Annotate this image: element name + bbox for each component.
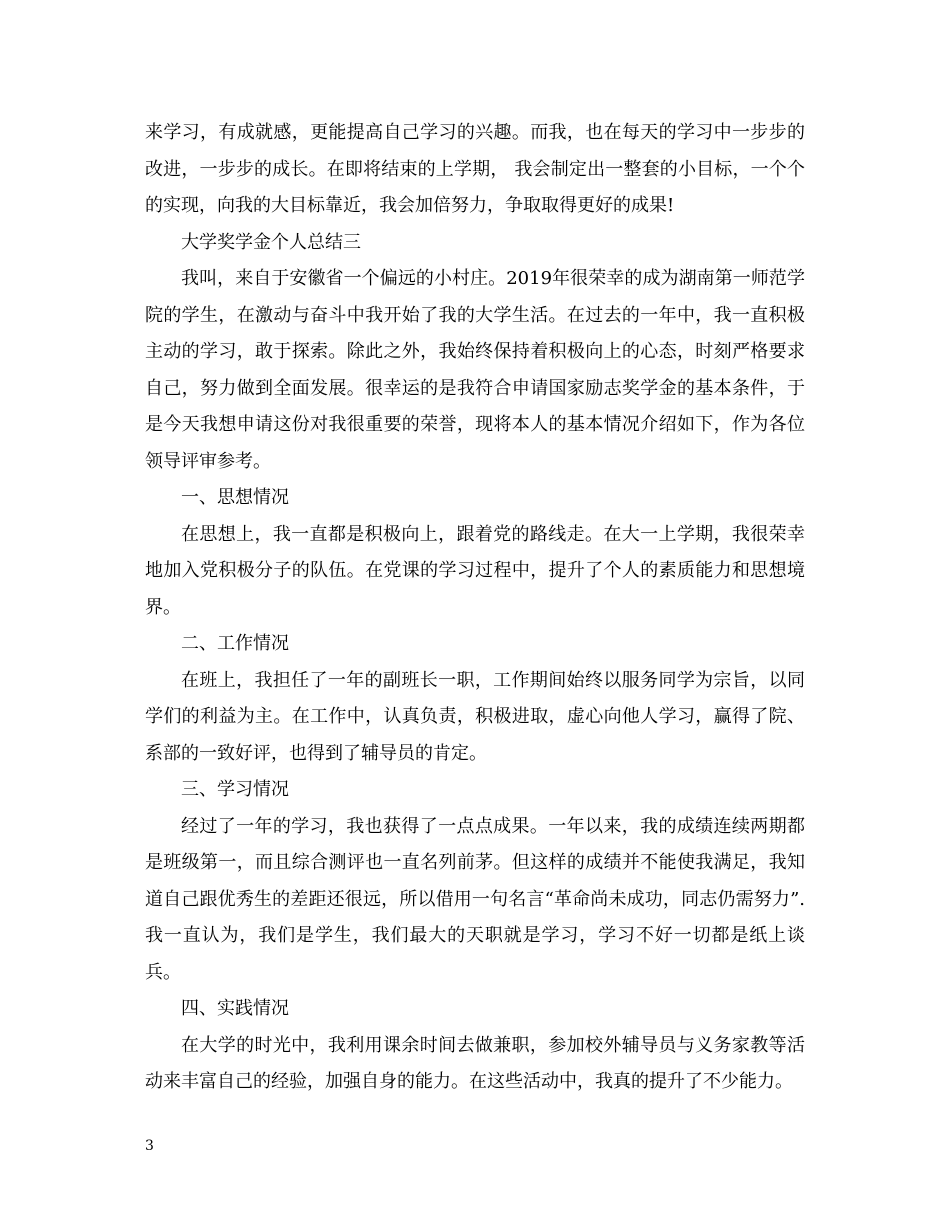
paragraph-study: 经过了一年的学习，我也获得了一点点成果。一年以来，我的成绩连续两期都是班级第一，而且综合测评也一直名列前茅。但这样的成绩并不能使我满足，我知道自己跟优秀生的差距还很远，所以借用一句名言“革命尚未成功，同志仍需努力”.我一直认为，我们是学生，我们最大的天职就是学习，学习不好一切都是纸上谈兵。 <box>145 815 805 983</box>
section-title: 大学奖学金个人总结三 <box>181 231 361 253</box>
section-heading-work: 二、工作情况 <box>181 633 289 654</box>
paragraph-thought: 在思想上，我一直都是积极向上，跟着党的路线走。在大一上学期，我很荣幸地加入党积极分子的队伍。在党课的学习过程中，提升了个人的素质能力和思想境界。 <box>145 523 805 618</box>
paragraph-intro: 我叫，来自于安徽省一个偏远的小村庄。2019年很荣幸的成为湖南第一师范学院的学生，在激动与奋斗中我开始了我的大学生活。在过去的一年中，我一直积极主动的学习，敢于探索。除此之外，我始终保持着积极向上的心态，时刻严格要求自己，努力做到全面发展。很幸运的是我符合申请国家励志奖学金的基本条件，于是今天我想申请这份对我很重要的荣誉，现将本人的基本情况介绍如下，作为各位领导评审参考。 <box>145 268 805 472</box>
paragraph-work: 在班上，我担任了一年的副班长一职，工作期间始终以服务同学为宗旨，以同学们的利益为主。在工作中，认真负责，积极进取，虚心向他人学习，赢得了院、系部的一致好评，也得到了辅导员的肯定。 <box>145 669 805 764</box>
paragraph-practice: 在大学的时光中，我利用课余时间去做兼职，参加校外辅导员与义务家教等活动来丰富自己的经验，加强自身的能力。在这些活动中，我真的提升了不少能力。 <box>145 1034 805 1092</box>
page-number: 3 <box>145 1138 154 1154</box>
section-heading-practice: 四、实践情况 <box>181 998 289 1019</box>
section-heading-study: 三、学习情况 <box>181 779 289 800</box>
paragraph-continuation: 来学习，有成就感，更能提高自己学习的兴趣。而我，也在每天的学习中一步步的改进，一步步的成长。在即将结束的上学期， 我会制定出一整套的小目标，一个个的实现，向我的大目标靠近，我会加倍努力，争取取得更好的成果! <box>145 122 805 216</box>
document-body <box>145 115 805 1101</box>
section-heading-thought: 一、思想情况 <box>181 487 289 508</box>
